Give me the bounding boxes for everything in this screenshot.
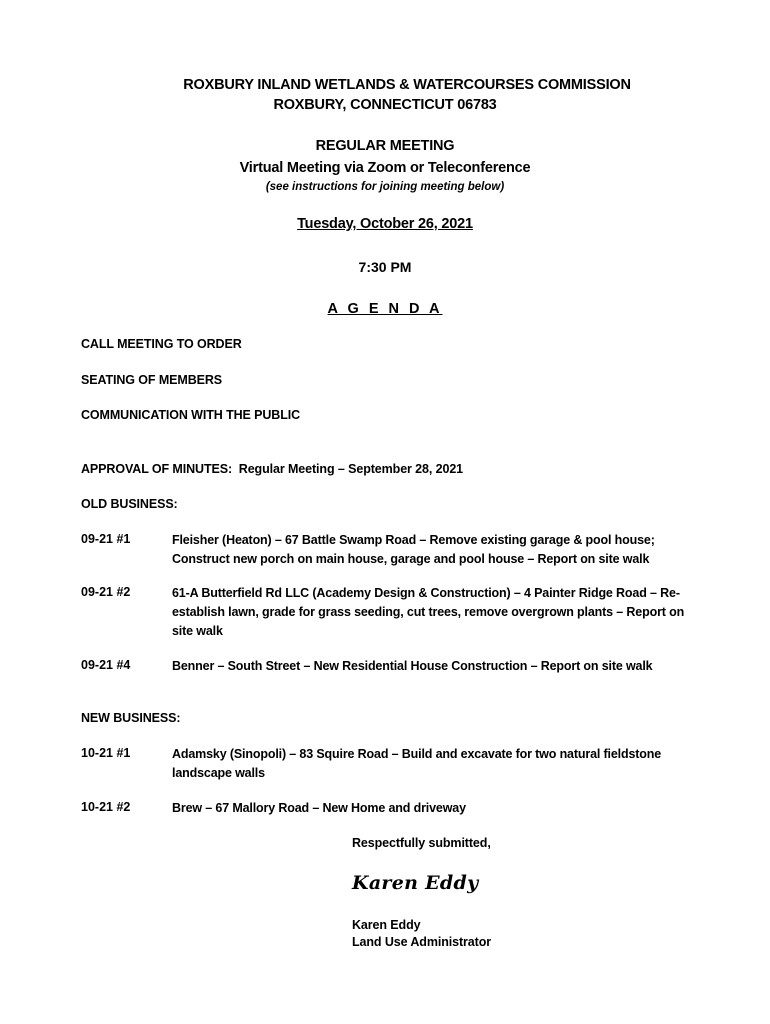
communication-with-public: COMMUNICATION WITH THE PUBLIC xyxy=(81,408,301,422)
meeting-time: 7:30 PM xyxy=(358,259,412,275)
item-number: 09-21 #4 xyxy=(81,658,131,672)
meeting-venue: Virtual Meeting via Zoom or Teleconference xyxy=(239,160,531,176)
approval-label: APPROVAL OF MINUTES: xyxy=(81,462,233,476)
item-description: Adamsky (Sinopoli) – 83 Squire Road – Build and excavate for two natural fieldstone landscape walls xyxy=(172,747,662,780)
handwritten-signature: Karen Eddy xyxy=(352,872,479,894)
meeting-type: REGULAR MEETING xyxy=(315,138,455,154)
item-description: Benner – South Street – New Residential House Construction – Report on site walk xyxy=(172,659,653,673)
signatory-title: Land Use Administrator xyxy=(352,935,492,949)
commission-name: ROXBURY INLAND WETLANDS & WATERCOURSES COMMISSION xyxy=(183,77,631,93)
joining-instructions-note: (see instructions for joining meeting below) xyxy=(265,181,505,193)
meeting-date: Tuesday, October 26, 2021 xyxy=(297,216,473,232)
approval-value: Regular Meeting – September 28, 2021 xyxy=(238,462,464,476)
old-business-heading: OLD BUSINESS: xyxy=(81,497,178,511)
item-description: Fleisher (Heaton) – 67 Battle Swamp Road – Remove existing garage & pool house; Construct new porch on main house, garage and pool house – Report on site walk xyxy=(172,533,655,566)
item-description: Brew – 67 Mallory Road – New Home and driveway xyxy=(172,801,466,815)
commission-location: ROXBURY, CONNECTICUT 06783 xyxy=(273,97,497,113)
seating-of-members: SEATING OF MEMBERS xyxy=(81,373,223,387)
call-to-order: CALL MEETING TO ORDER xyxy=(81,337,242,351)
closing-line: Respectfully submitted, xyxy=(352,836,491,850)
item-number: 10-21 #1 xyxy=(81,746,131,760)
agenda-title: A G E N D A xyxy=(327,301,443,317)
item-description: 61-A Butterfield Rd LLC (Academy Design & Construction) – 4 Painter Ridge Road – Re-establish lawn, grade for grass seeding, cut trees, remove overgrown plants – Report on site walk xyxy=(172,586,685,638)
item-number: 09-21 #2 xyxy=(81,585,131,599)
new-business-heading: NEW BUSINESS: xyxy=(81,711,181,725)
approval-of-minutes xyxy=(81,462,463,476)
signatory-name: Karen Eddy xyxy=(352,918,421,932)
item-number: 10-21 #2 xyxy=(81,800,131,814)
item-number: 09-21 #1 xyxy=(81,532,131,546)
